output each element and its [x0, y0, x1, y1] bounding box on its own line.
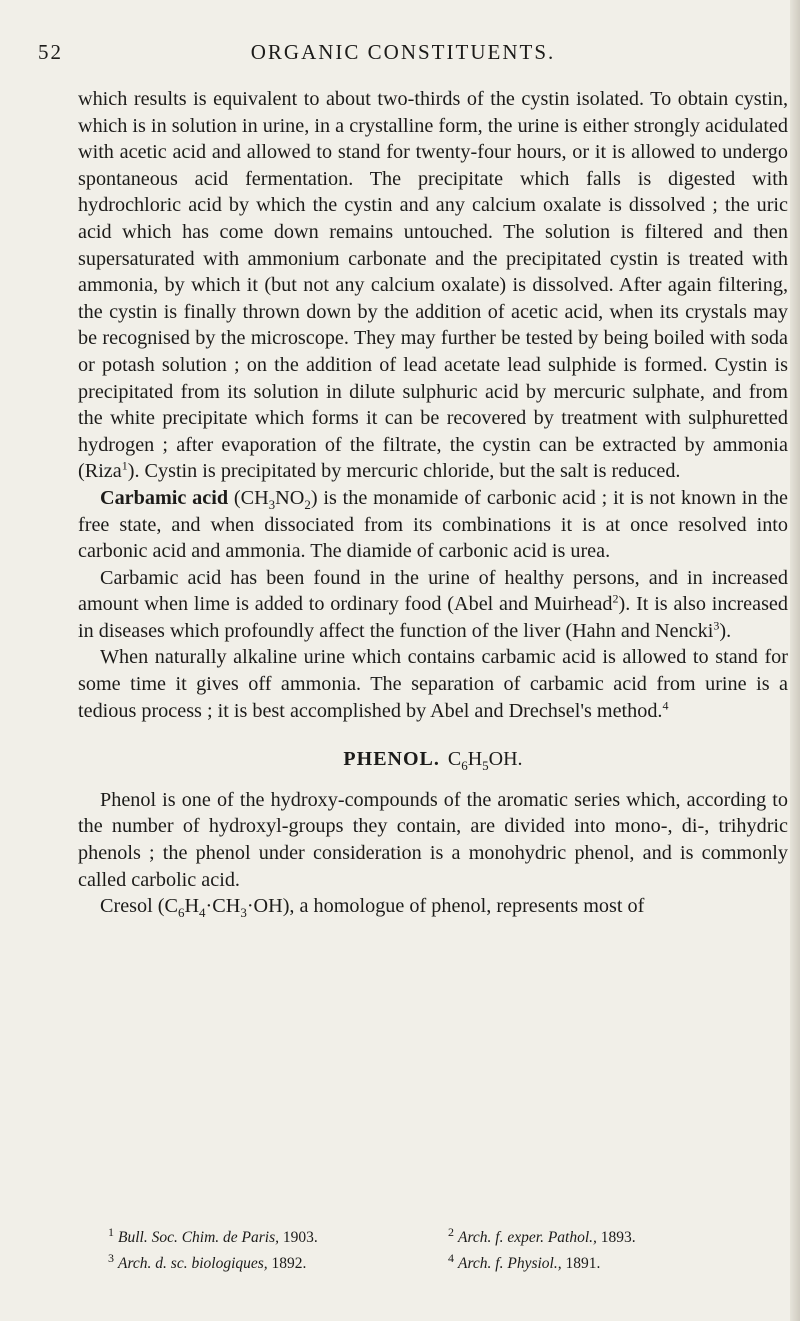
- footnote-year: 1891.: [565, 1255, 601, 1273]
- paragraph-text: Phenol is one of the hydroxy-compounds of the aromatic series which, according to the number of hydroxyl-groups they contain, are divided into mono-, di-, trihydric phenols ; the phenol under consideration is a monohydric phenol, and is commonly called carbolic acid.: [78, 788, 788, 891]
- paragraph-carbamic-separation: [78, 644, 788, 724]
- paragraph-text: ).: [719, 619, 732, 642]
- footnote-number: 1: [108, 1225, 114, 1239]
- footnote-ref: 4: [662, 697, 669, 712]
- footnote-ref: 1: [121, 458, 128, 473]
- footnote-number: 2: [448, 1225, 454, 1239]
- footnote-source: Arch. f. exper. Pathol.,: [458, 1229, 597, 1247]
- formula-subscript: 4: [199, 905, 206, 921]
- formula-text: (CH: [233, 486, 269, 509]
- page-number: 52: [38, 40, 63, 64]
- formula-subscript: 5: [482, 758, 489, 774]
- formula-subscript: 2: [304, 496, 311, 512]
- footnote-number: 3: [108, 1251, 114, 1266]
- paragraph-carbamic-urine: [78, 565, 788, 645]
- footnote-year: 1893.: [600, 1229, 636, 1247]
- footnote-1: [108, 1222, 448, 1248]
- formula-subscript: 3: [268, 496, 276, 512]
- formula-text: OH.: [488, 748, 523, 771]
- formula-text: Cresol (C: [100, 895, 178, 918]
- term-carbamic-acid: Carbamic acid: [100, 486, 229, 509]
- footnote-row: [108, 1222, 788, 1248]
- paragraph-text: which results is equivalent to about two-thirds of the cystin isolated. To obtain cystin, which is in solution in urine, in a crystalline form, the urine is either strongly acidulated with acetic acid and allowed to stand for twenty-four hours, or it is allowed to undergo spontaneous acid fermentation. The precipitate which falls is digested with hydrochloric acid by which the cystin and any calcium oxalate is dissolved ; the uric acid which has come down remains untouched. The solution is filtered and then supersaturated with ammonium carbonate and the precipitated cystin is treated with ammonia, by which it (but not any calcium oxalate) is dissolved. After again filtering, the cystin is finally thrown down by the addition of acetic acid, when its crystals may be recognised by the microscope. They may further be tested by being boiled with soda or potash solution ; on the addition of lead acetate lead sulphide is formed. Cystin is precipitated from its solution in dilute sulphuric acid by mercuric sulphate, and from the white precipitate which forms it can be recovered by treatment with sulphuretted hydrogen ; after evaporation of the filtrate, the cystin can be extracted by ammonia (Riza: [78, 88, 788, 483]
- running-header: [38, 40, 768, 65]
- footnote-3: [108, 1248, 448, 1274]
- footnote-source: Arch. f. Physiol.,: [458, 1255, 562, 1273]
- paragraph-text: When naturally alkaline urine which contains carbamic acid is allowed to stand for some time it gives off ammonia. The separation of carbamic acid from urine is a tedious process ; it is best accomplished by Abel and Drechsel's method.: [78, 646, 788, 722]
- footnote-source: Arch. d. sc. biologiques,: [118, 1255, 268, 1273]
- formula-text: H: [467, 748, 483, 771]
- paragraph-cresol: [78, 893, 788, 920]
- paragraph-cystin: [78, 86, 788, 485]
- formula-subscript: 6: [461, 758, 468, 774]
- footnote-4: [448, 1248, 788, 1274]
- paragraph-text: ). It is also increased in diseases which profoundly affect the function of the liver (Hahn and Nencki: [78, 593, 788, 642]
- footnote-row: [108, 1248, 788, 1274]
- section-heading-phenol: [78, 746, 788, 773]
- formula-subscript: 6: [177, 905, 185, 921]
- footnote-year: 1892.: [271, 1255, 307, 1273]
- footnote-2: [448, 1222, 788, 1248]
- paragraph-phenol: [78, 787, 788, 893]
- footnote-ref: 2: [612, 591, 619, 606]
- footnote-ref: 3: [713, 618, 720, 633]
- paragraph-carbamic-acid: [78, 485, 788, 565]
- paragraph-text: ) is the monamide of carbonic acid ; it is not known in the free state, and when dissociated from its combinations it is at once resolved into carbonic acid and ammonia. The diamide of carbonic acid is urea.: [78, 486, 788, 563]
- footnote-number: 4: [448, 1251, 454, 1266]
- formula-text: C: [447, 748, 462, 771]
- running-title: ORGANIC CONSTITUENTS.: [250, 40, 556, 64]
- formula-text: ·CH: [205, 895, 241, 918]
- heading-label: PHENOL.: [343, 748, 440, 771]
- footnote-year: 1903.: [282, 1229, 318, 1247]
- formula-subscript: 3: [240, 905, 247, 921]
- paragraph-text: ·OH), a homologue of phenol, represents most of: [246, 895, 645, 918]
- body-text: [78, 86, 788, 920]
- paragraph-text: ). Cystin is precipitated by mercuric chloride, but the salt is reduced.: [127, 460, 681, 483]
- formula-text: NO: [275, 486, 305, 509]
- footnote-source: Bull. Soc. Chim. de Paris,: [118, 1229, 280, 1247]
- footnotes: [108, 1222, 788, 1274]
- paragraph-text: Carbamic acid has been found in the urine of healthy persons, and in increased amount when lime is added to ordinary food (Abel and Muirhead: [78, 566, 788, 616]
- heading-formula: [447, 748, 523, 774]
- page-edge-shadow: [790, 0, 800, 1321]
- formula-text: H: [184, 895, 200, 918]
